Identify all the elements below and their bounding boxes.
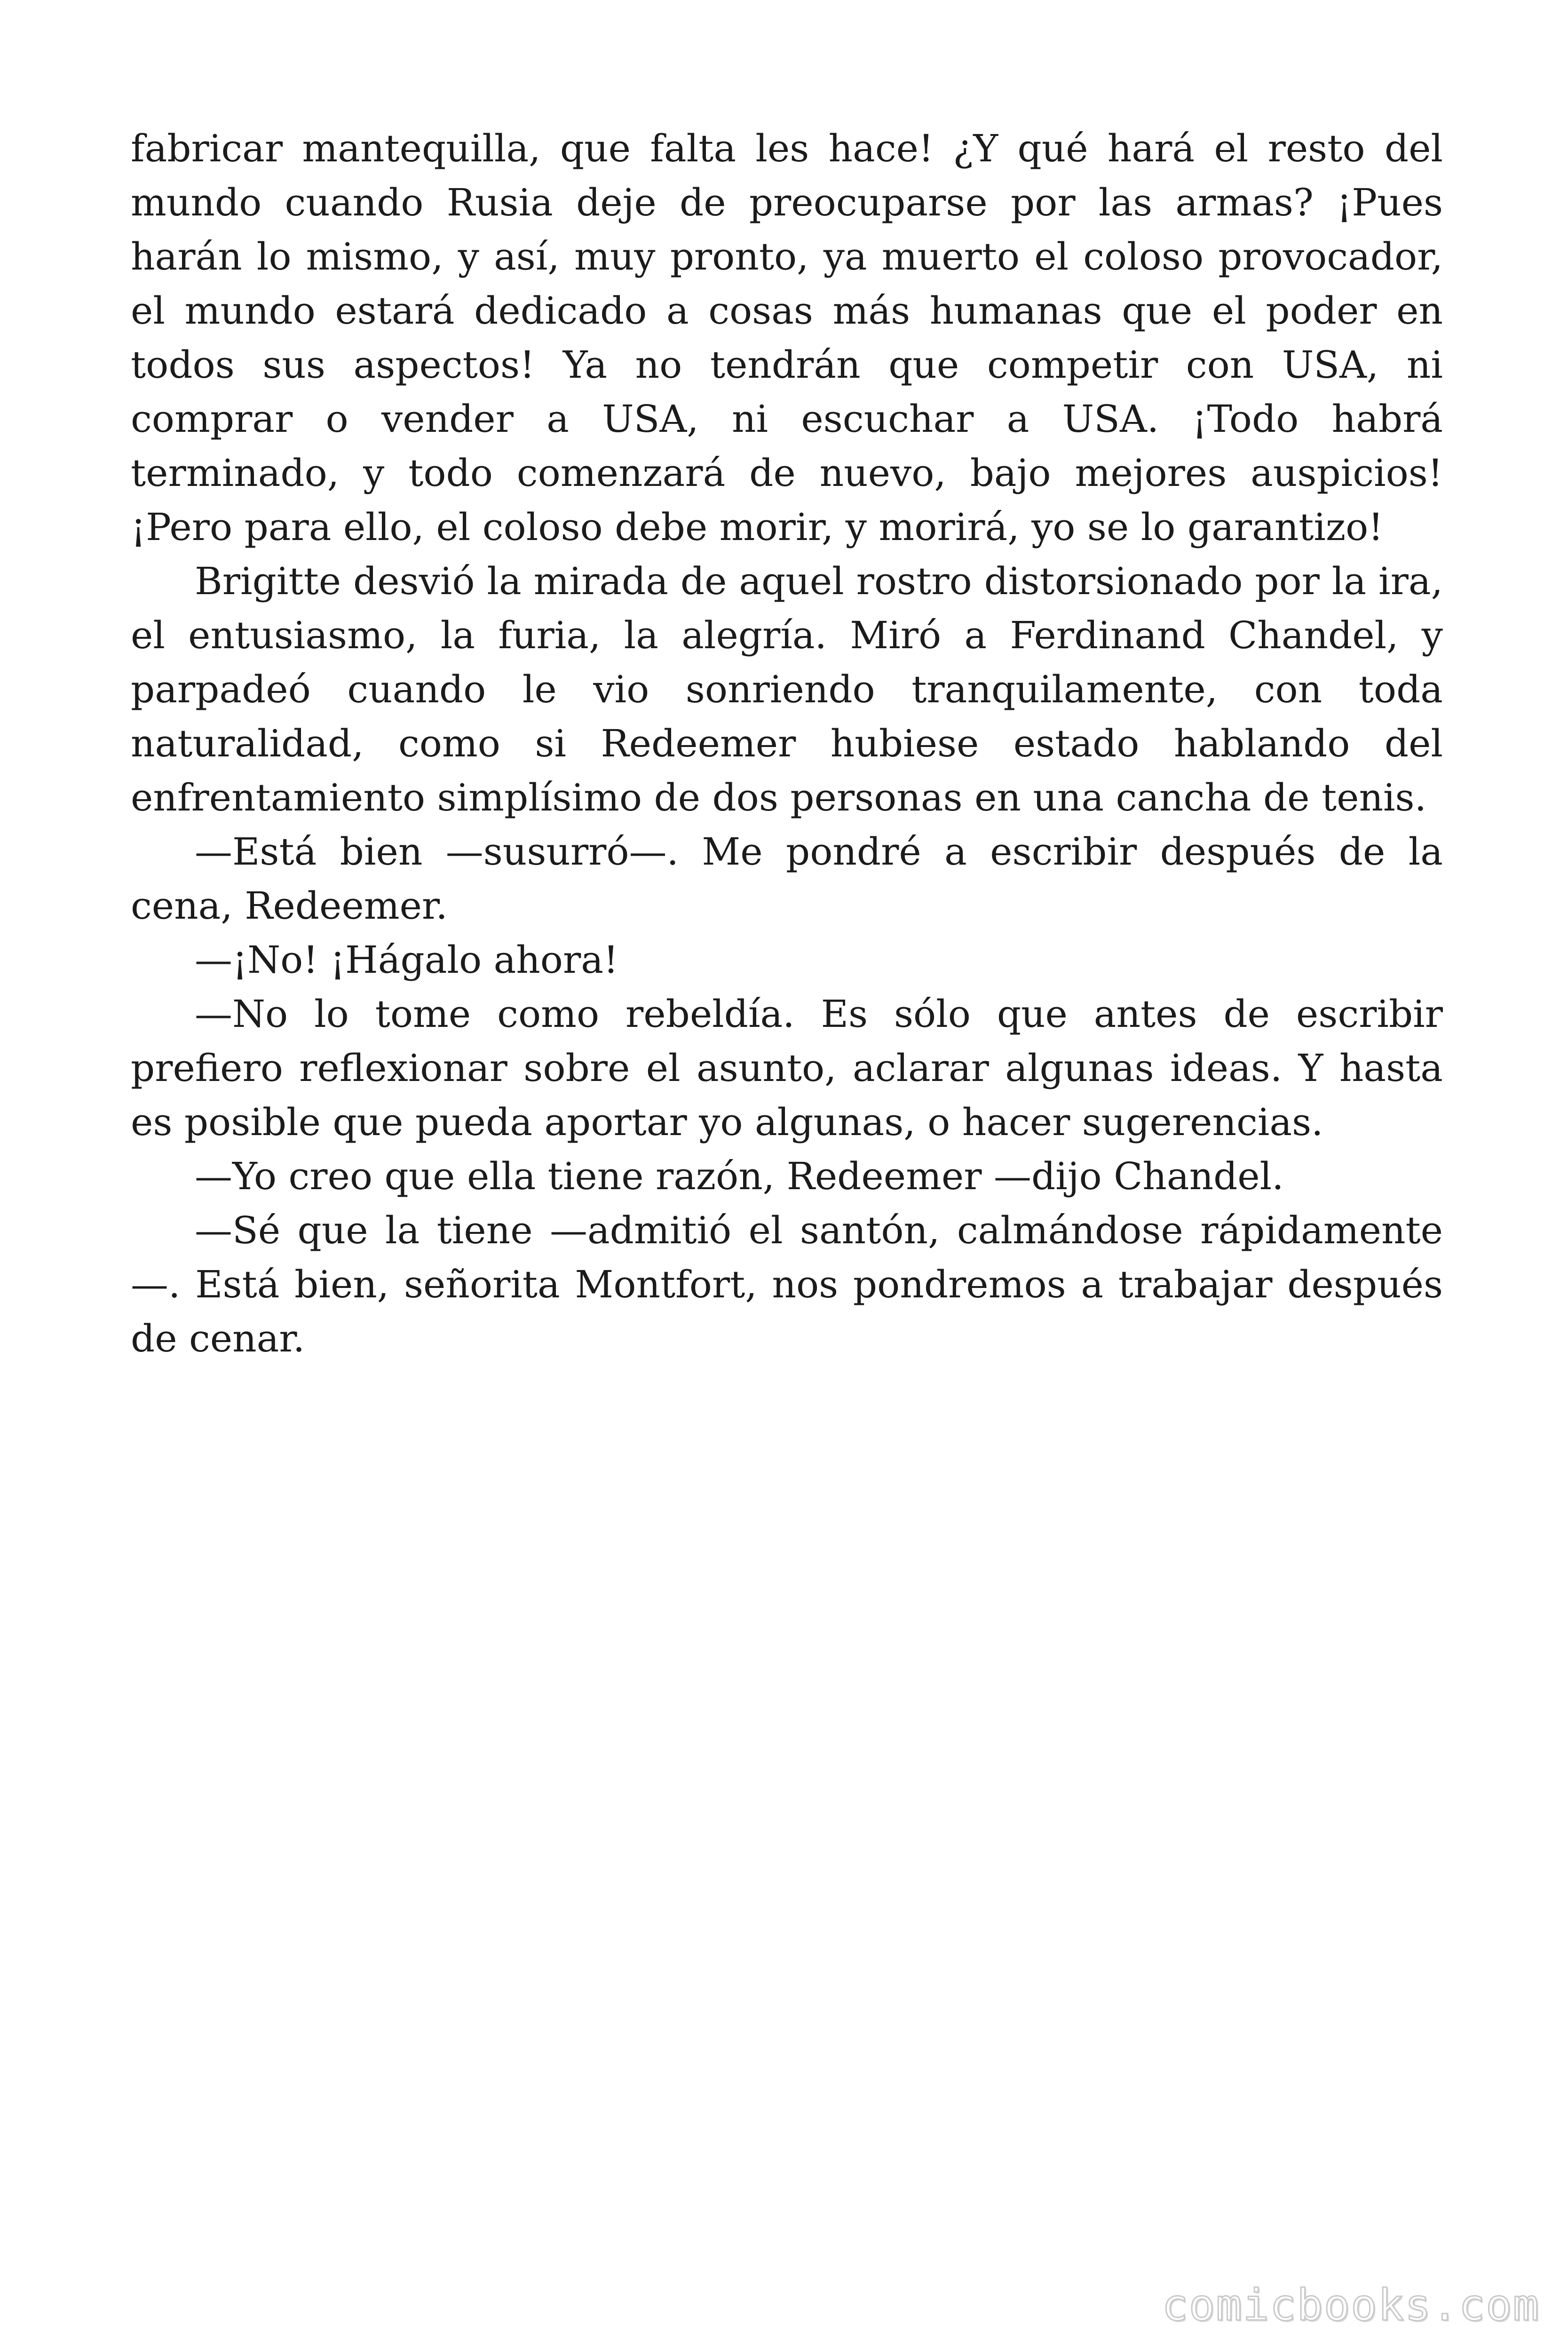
body-text [131, 121, 1443, 1366]
dialogue-line: —¡No! ¡Hágalo ahora! [195, 938, 619, 982]
dialogue-line: —Sé que la tiene —admitió el santón, calmándose rápidamente —. Está bien, señorita Montfort, nos pondremos a trabajar después de cenar. [131, 1208, 1443, 1360]
dialogue-line: —Está bien —susurró—. Me pondré a escribir después de la cena, Redeemer. [131, 830, 1443, 928]
paragraph-continuation: fabricar mantequilla, que falta les hace! ¿Y qué hará el resto del mundo cuando Rusia deje de preocuparse por las armas? ¡Pues harán lo mismo, y así, muy pronto, ya muerto el coloso provocador, el mundo estará dedicado a cosas más humanas que el poder en todos sus aspectos! Ya no tendrán que competir con USA, ni comprar o vender a USA, ni escuchar a USA. ¡Todo habrá terminado, y todo comenzará de nuevo, bajo mejores auspicios! ¡Pero para ello, el coloso debe morir, y morirá, yo se lo garantizo! [131, 127, 1443, 549]
dialogue-line: —Yo creo que ella tiene razón, Redeemer —dijo Chandel. [195, 1154, 1284, 1198]
dialogue-line: —No lo tome como rebeldía. Es sólo que antes de escribir prefiero reflexionar sobre el asunto, aclarar algunas ideas. Y hasta es posible que pueda aportar yo algunas, o hacer sugerencias. [131, 992, 1443, 1144]
watermark: comicbooks.com [1162, 2280, 1540, 2330]
paragraph-brigitte: Brigitte desvió la mirada de aquel rostro distorsionado por la ira, el entusiasmo, la furia, la alegría. Miró a Ferdinand Chandel, y parpadeó cuando le vio sonriendo tranquilamente, con toda naturalidad, como si Redeemer hubiese estado hablando del enfrentamiento simplísimo de dos personas en una cancha de tenis. [131, 559, 1443, 819]
